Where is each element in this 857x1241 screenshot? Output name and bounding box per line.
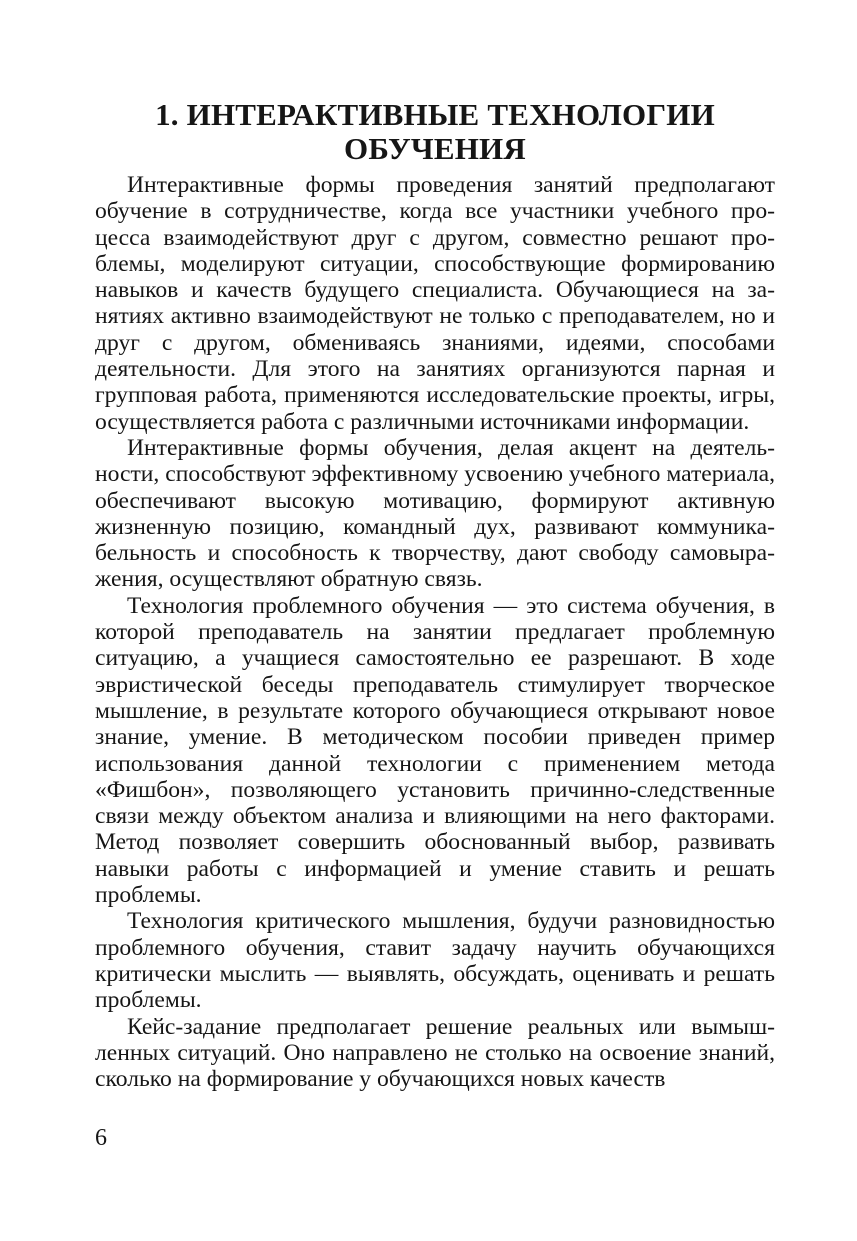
- chapter-title-line-2: ОБУЧЕНИЯ: [344, 131, 526, 166]
- paragraph-problem-learning: Технология проблемного обучения — это система обучения, в которой преподаватель на занятии предлагает проблемную ситуацию, а учащиеся самостоятельно ее разрешают. В ходе эвристической беседы преподаватель стимулирует творческое мышление, в результате которого обучающиеся открывают новое знание, умение. В методическом пособии приведен пример использования данной технологии с применением метода «Фишбон», позволяющего установить причинно-следственные связи между объектом анализа и влияющими на него факторами. Метод позволяет совершить обоснованный выбор, развивать навыки работы с информацией и умение ставить и решать проблемы.: [95, 592, 775, 909]
- page-body: [95, 98, 775, 1092]
- chapter-title-line-1: 1. ИНТЕРАКТИВНЫЕ ТЕХНОЛОГИИ: [155, 97, 715, 132]
- paragraph-case-task: Кейс-задание предполагает решение реальных или вымышленных ситуаций. Оно направлено не столько на освоение знаний, сколько на формирование у обучающихся новых качеств: [95, 1013, 775, 1093]
- paragraph-interactive-forms: Интерактивные формы проведения занятий предполагают обучение в сотрудничестве, когда все участники учебного процесса взаимодействуют друг с другом, совместно решают проблемы, моделируют ситуации, способствующие формированию навыков и качеств будущего специалиста. Обучающиеся на занятиях активно взаимодействуют не только с преподавателем, но и друг с другом, обмениваясь знаниями, идеями, способами деятельности. Для этого на занятиях организуются парная и групповая работа, применяются исследовательские проекты, игры, осуществляется работа с различными источниками информации.: [95, 172, 775, 435]
- chapter-title: [95, 98, 775, 166]
- paragraph-interactive-benefits: Интерактивные формы обучения, делая акцент на деятельности, способствуют эффективному усвоению учебного материала, обеспечивают высокую мотивацию, формируют активную жизненную позицию, командный дух, развивают коммуникабельность и способность к творчеству, дают свободу самовыражения, осуществляют обратную связь.: [95, 434, 775, 593]
- paragraph-critical-thinking: Технология критического мышления, будучи разновидностью проблемного обучения, ставит задачу научить обучающихся критически мыслить — выявлять, обсуждать, оценивать и решать проблемы.: [95, 908, 775, 1014]
- page-number: 6: [95, 1125, 107, 1151]
